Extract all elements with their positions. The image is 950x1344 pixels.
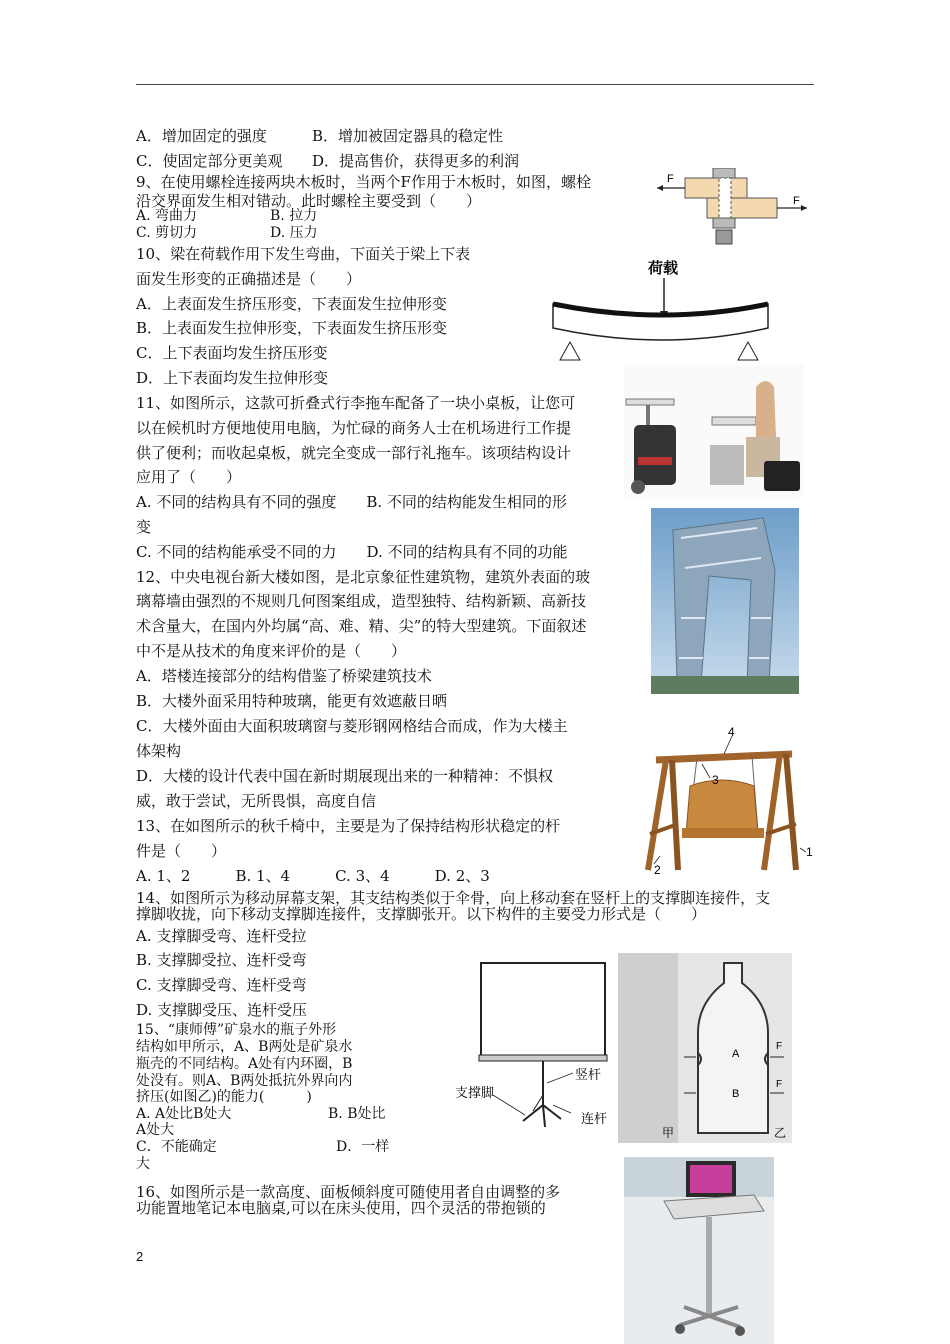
bottle-force-top-label: F: [776, 1041, 783, 1052]
q12-option-b: B．大楼外面采用特种玻璃，能更有效遮蔽日晒: [136, 692, 448, 710]
header-rule: [136, 84, 814, 85]
q16-stem-line2: 功能置地笔记本电脑桌,可以在床头使用，四个灵活的带抱锁的: [136, 1199, 546, 1217]
bolt-figure: [655, 168, 815, 254]
q8-option-a: A．增加固定的强度: [136, 127, 267, 145]
bottle-caption-jia: 甲: [662, 1126, 675, 1140]
q9-option-d: D. 压力: [270, 225, 318, 241]
q11-option-ab-wrap: 变: [136, 518, 152, 536]
swing-label-4: 4: [728, 725, 735, 739]
q15-stem-line4: 处没有。则A、B两处抵抗外界向内: [136, 1073, 353, 1089]
q10-option-a: A．上表面发生挤压形变，下表面发生拉伸形变: [136, 295, 447, 313]
swing-label-1: 1: [806, 845, 813, 859]
q10-option-c: C．上下表面均发生挤压形变: [136, 344, 328, 362]
q14-stem-line2: 撑脚收拢，向下移动支撑脚连接件，支撑脚张开。以下构件的主要受力形式是（ ）: [136, 905, 707, 923]
beam-figure: [548, 256, 778, 368]
stand-leg-label: 支撑脚: [455, 1086, 495, 1101]
q8-option-d: D．提高售价，获得更多的利润: [312, 152, 520, 170]
stand-link-label: 连杆: [581, 1112, 608, 1127]
bolt-force-right-label: F: [793, 195, 800, 207]
bottle-caption-yi: 乙: [774, 1126, 787, 1140]
q10-stem-line1: 10、梁在荷载作用下发生弯曲，下面关于梁上下表: [136, 245, 471, 263]
q15-option-b: B. B处比: [328, 1106, 386, 1122]
q12-stem-line3: 术含量大，在国内外均属“高、难、精、尖”的特大型建筑。下面叙述: [136, 617, 587, 635]
q11-option-ab: A. 不同的结构具有不同的强度 B. 不同的结构能发生相同的形: [136, 493, 567, 511]
bottle-figure: [618, 953, 792, 1143]
swing-label-3: 3: [712, 773, 719, 787]
q12-stem-line4: 中不是从技术的角度来评价的是（ ）: [136, 642, 407, 660]
q11-stem-line1: 11、如图所示，这款可折叠式行李拖车配备了一块小桌板，让您可: [136, 394, 576, 412]
swing-label-2: 2: [654, 863, 661, 877]
q9-stem-line1: 9、在使用螺栓连接两块木板时，当两个F作用于木板时，如图，螺栓: [136, 173, 591, 191]
q9-option-a: A. 弯曲力: [136, 208, 198, 224]
q12-option-d: D．大楼的设计代表中国在新时期展现出来的一种精神：不惧权: [136, 767, 554, 785]
q12-option-c: C．大楼外面由大面积玻璃窗与菱形钢网格结合而成，作为大楼主: [136, 717, 568, 735]
q15-option-d-wrap: 大: [136, 1156, 150, 1172]
stand-pole-label: 竖杆: [575, 1068, 602, 1083]
bolt-force-left-label: F: [667, 173, 674, 185]
q12-stem-line1: 12、中央电视台新大楼如图，是北京象征性建筑物，建筑外表面的玻: [136, 568, 591, 586]
q11-option-cd: C. 不同的结构能承受不同的力 D. 不同的结构具有不同的功能: [136, 543, 568, 561]
screen-stand-figure: [453, 955, 623, 1135]
q13-options: A. 1、2 B. 1、4 C. 3、4 D. 2、3: [136, 867, 490, 885]
q12-option-c-wrap: 体架构: [136, 742, 182, 760]
q12-stem-line2: 璃幕墙由强烈的不规则几何图案组成，造型独特、结构新颖、高新技: [136, 592, 587, 610]
bottle-force-bottom-label: F: [776, 1079, 783, 1090]
q15-stem-line5: 挤压(如图乙)的能力( ): [136, 1089, 312, 1105]
q12-option-d-wrap: 威，敢于尝试，无所畏惧，高度自信: [136, 792, 377, 810]
bottle-label-b: B: [732, 1088, 740, 1100]
bottle-label-a: A: [732, 1048, 740, 1060]
q14-option-a: A. 支撑脚受弯、连杆受拉: [136, 927, 307, 945]
luggage-cart-photo: [624, 365, 804, 497]
q15-option-a: A. A处比B处大: [136, 1106, 232, 1122]
q16-stem-line1: 16、如图所示是一款高度、面板倾斜度可随使用者自由调整的多: [136, 1183, 561, 1201]
swing-chair-figure: [642, 724, 820, 880]
q15-option-c: C．不能确定: [136, 1139, 217, 1155]
q8-option-c: C．使固定部分更美观: [136, 152, 283, 170]
cctv-building-photo: [651, 508, 799, 694]
q14-stem-line1: 14、如图所示为移动屏幕支架，其支结构类似于伞骨，向上移动套在竖杆上的支撑脚连接件，支: [136, 889, 771, 907]
q15-stem-line1: 15、“康师傅”矿泉水的瓶子外形: [136, 1022, 337, 1038]
q12-option-a: A．塔楼连接部分的结构借鉴了桥梁建筑技术: [136, 667, 432, 685]
q10-option-d: D．上下表面均发生拉伸形变: [136, 369, 329, 387]
q11-stem-line3: 供了便利；而收起桌板，就完全变成一部行礼拖车。该项结构设计: [136, 444, 572, 462]
q11-stem-line2: 以在候机时方便地使用电脑，为忙碌的商务人士在机场进行工作提: [136, 419, 572, 437]
beam-load-label: 荷载: [648, 259, 679, 277]
q14-option-c: C. 支撑脚受弯、连杆受弯: [136, 976, 307, 994]
q9-option-b: B. 拉力: [270, 208, 318, 224]
q9-option-c: C. 剪切力: [136, 225, 198, 241]
q15-option-b-wrap: A处大: [136, 1122, 175, 1138]
q15-option-d: D．一样: [336, 1139, 390, 1155]
q8-option-b: B．增加被固定器具的稳定性: [312, 127, 504, 145]
q14-option-d: D. 支撑脚受压、连杆受压: [136, 1001, 308, 1019]
q11-stem-line4: 应用了（ ）: [136, 468, 242, 486]
q13-stem-line1: 13、在如图所示的秋千椅中，主要是为了保持结构形状稳定的杆: [136, 817, 561, 835]
q10-option-b: B．上表面发生拉伸形变，下表面发生挤压形变: [136, 319, 448, 337]
q15-stem-line3: 瓶壳的不同结构。A处有内环圈，B: [136, 1056, 353, 1072]
page-number: 2: [136, 1249, 144, 1264]
q10-stem-line2: 面发生形变的正确描述是（ ）: [136, 270, 362, 288]
q14-option-b: B. 支撑脚受拉、连杆受弯: [136, 951, 307, 969]
q15-stem-line2: 结构如甲所示，A、B两处是矿泉水: [136, 1039, 353, 1055]
q9-stem-line2: 沿交界面发生相对错动。此时螺栓主要受到（ ）: [136, 192, 482, 210]
q13-stem-line2: 件是（ ）: [136, 842, 227, 860]
laptop-desk-photo: [624, 1157, 774, 1344]
